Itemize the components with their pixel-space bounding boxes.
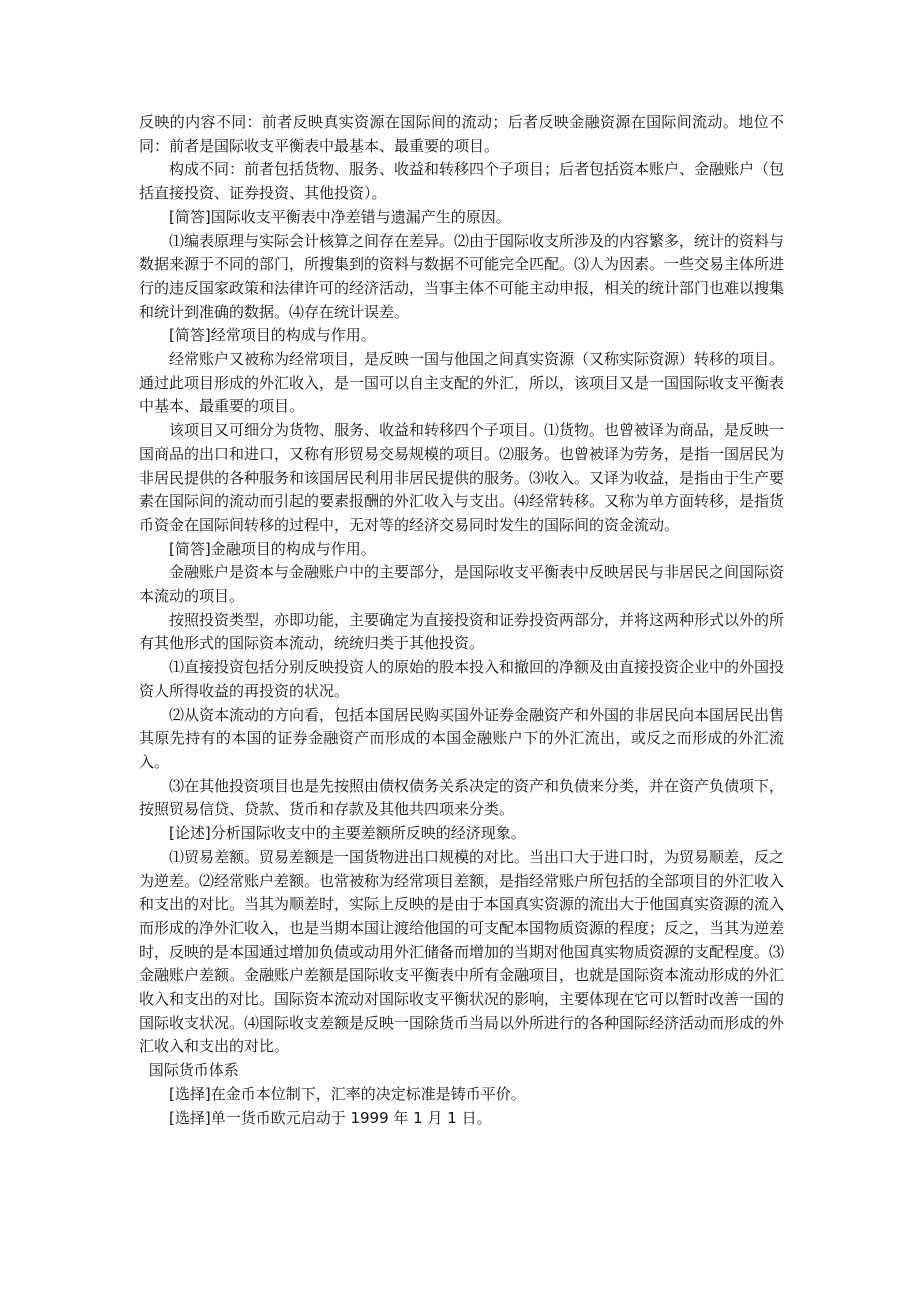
paragraph: ⑶在其他投资项目也是先按照由债权债务关系决定的资产和负债来分类，并在资产负债项下，按照贸易信贷、贷款、货币和存款及其他共四项来分类。 xyxy=(139,776,785,819)
question-heading: [论述]分析国际收支中的主要差额所反映的经济现象。 xyxy=(169,824,526,843)
paragraph: 构成不同：前者包括货物、服务、收益和转移四个子项目；后者包括资本账户、金融账户（包括直接投资、证券投资、其他投资）。 xyxy=(139,160,785,203)
paragraph: 反映的内容不同：前者反映真实资源在国际间的流动；后者反映金融资源在国际间流动。地位不同：前者是国际收支平衡表中最基本、最重要的项目。 xyxy=(139,113,784,155)
paragraph: ⑴编表原理与实际会计核算之间存在差异。⑵由于国际收支所涉及的内容繁多，统计的资料与数据来源于不同的部门，所搜集到的资料与数据不可能完全匹配。⑶人为因素。一些交易主体所进行的违反国家政策和法律许可的经济活动，当事主体不可能主动申报，相关的统计部门也难以搜集和统计到准确的数据。⑷存在统计误差。 xyxy=(139,231,785,321)
section-heading: 国际货币体系 xyxy=(148,1061,239,1080)
question-heading: [简答]经常项目的构成与作用。 xyxy=(169,326,376,345)
paragraph: ⑴贸易差额。贸易差额是一国货物进出口规模的对比。当出口大于进口时，为贸易顺差，反之为逆差。⑵经常账户差额。也常被称为经常项目差额，是指经常账户所包括的全部项目的外汇收入和支出的对比。当其为顺差时，实际上反映的是由于本国真实资源的流出大于他国真实资源的流入而形成的净外汇收入，也是当期本国让渡给他国的可支配本国物质资源的程度；反之，当其为逆差时，反映的是本国通过增加负债或动用外汇储备而增加的当期对他国真实物质资源的支配程度。⑶金融账户差额。金融账户差额是国际收支平衡表中所有金融项目，也就是国际资本流动形成的外汇收入和支出的对比。国际资本流动对国际收支平衡状况的影响，主要体现在它可以暂时改善一国的国际收支状况。⑷国际收支差额是反映一国除货币当局以外所进行的各种国际经济活动而形成的外汇收入和支出的对比。 xyxy=(139,847,785,1056)
paragraph: 经常账户又被称为经常项目，是反映一国与他国之间真实资源（又称实际资源）转移的项目。通过此项目形成的外汇收入，是一国可以自主支配的外汇，所以，该项目又是一国国际收支平衡表中基本、最重要的项目。 xyxy=(139,350,785,416)
document-body xyxy=(139,111,784,1130)
question-heading: [选择]在金币本位制下，汇率的决定标准是铸币平价。 xyxy=(169,1084,526,1103)
question-heading: [选择]单一货币欧元启动于 1999 年 1 月 1 日。 xyxy=(169,1108,492,1127)
paragraph: 按照投资类型，亦即功能，主要确定为直接投资和证券投资两部分，并将这两种形式以外的所有其他形式的国际资本流动，统统归类于其他投资。 xyxy=(139,610,785,653)
paragraph: 金融账户是资本与金融账户中的主要部分，是国际收支平衡表中反映居民与非居民之间国际资本流动的项目。 xyxy=(139,563,785,606)
paragraph: ⑵从资本流动的方向看，包括本国居民购买国外证券金融资产和外国的非居民向本国居民出售其原先持有的本国的证券金融资产而形成的本国金融账户下的外汇流出，或反之而形成的外汇流入。 xyxy=(139,705,785,771)
question-heading: [简答]国际收支平衡表中净差错与遗漏产生的原因。 xyxy=(169,207,511,226)
question-heading: [简答]金融项目的构成与作用。 xyxy=(169,539,376,558)
paragraph: 该项目又可细分为货物、服务、收益和转移四个子项目。⑴货物。也曾被译为商品，是反映一国商品的出口和进口，又称有形贸易交易规模的项目。⑵服务。也曾被译为劳务，是指一国居民为非居民提供的各种服务和该国居民利用非居民提供的服务。⑶收入。又译为收益，是指由于生产要素在国际间的流动而引起的要素报酬的外汇收入与支出。⑷经常转移。又称为单方面转移，是指货币资金在国际间转移的过程中，无对等的经济交易同时发生的国际间的资金流动。 xyxy=(139,421,785,534)
paragraph: ⑴直接投资包括分别反映投资人的原始的股本投入和撤回的净额及由直接投资企业中的外国投资人所得收益的再投资的状况。 xyxy=(139,658,785,700)
